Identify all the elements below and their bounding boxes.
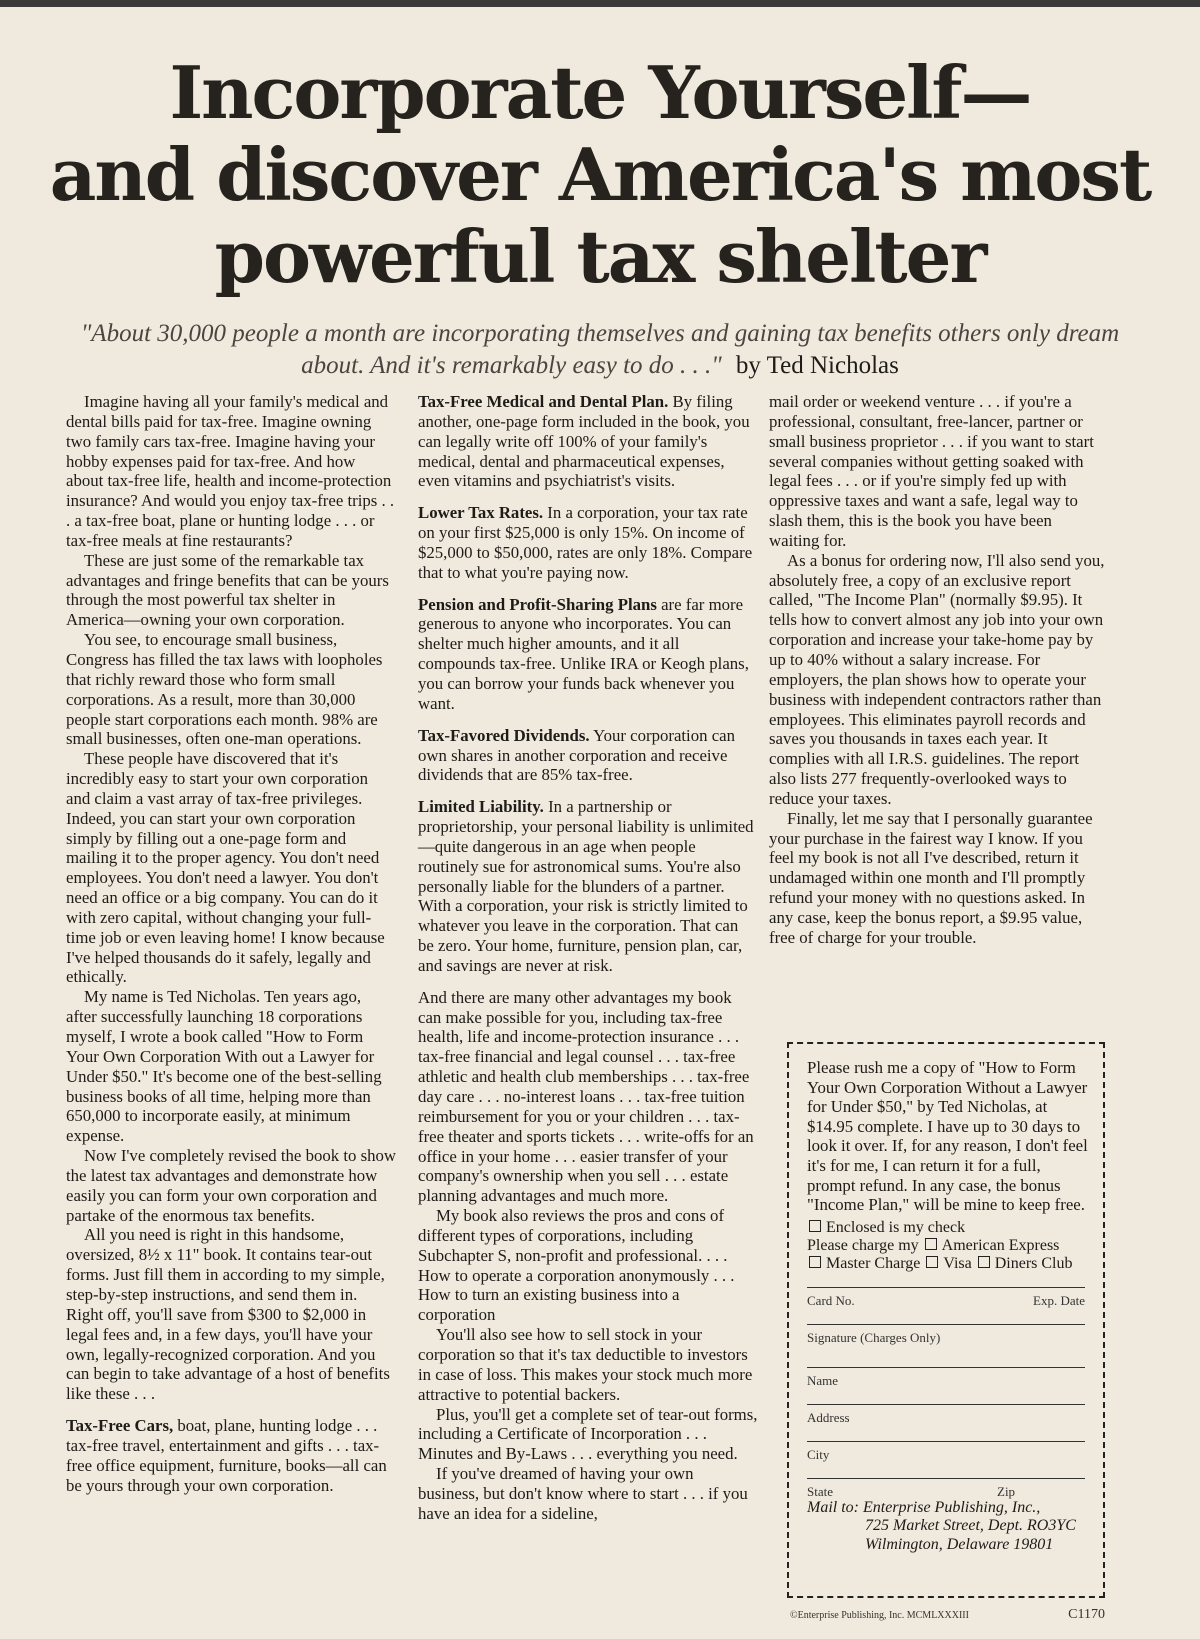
col1-tax-free-cars-text: boat, plane, hunting lodge . . . tax-free travel, entertainment and gifts . . . tax-free office equipment, furniture, books—all can be yours through your own corporation.: [66, 1416, 387, 1495]
top-border: [0, 0, 1200, 7]
col2-para-dreamed: If you've dreamed of having your own business, but don't know where to start . . . if you have an idea for a sideline,: [418, 1464, 748, 1523]
ad-code: C1170: [1068, 1607, 1105, 1622]
option-check-label: Enclosed is my check: [826, 1218, 966, 1236]
col2-section-pension-heading: Pension and Profit-Sharing Plans: [418, 594, 657, 614]
headline-line-1: Incorporate Yourself—: [169, 50, 1031, 135]
subheadline-quote-1: "About 30,000 people a month are incorporating themselves and gaining tax benefits others only dream: [80, 320, 1120, 347]
state-zip-field[interactable]: [807, 1478, 1085, 1499]
city-label: City: [807, 1446, 830, 1462]
col1-para-7: All you need is right in this handsome, oversized, 8½ x 11" book. It contains tear-out forms. Just fill them in according to my simple, step-by-step instructions, and send them in. Right off, you'll save from $300 to $2,000 in legal fees and, in a few days, you'll have your own, legally-recognized corporation. And you can begin to take advantage of a host of benefits like these . . .: [66, 1225, 390, 1404]
city-field[interactable]: [807, 1441, 1085, 1478]
footer: [790, 1607, 1105, 1622]
col2-section-dividends-text: Your corporation can own shares in another corporation and receive dividends that are 85% tax-free.: [418, 725, 735, 785]
zip-label: Zip: [997, 1483, 1016, 1499]
col1-para-4: These people have discovered that it's incredibly easy to start your own corporation and claim a vast array of tax-free privileges. Indeed, you can start your own corporation simply by filling out a one-page form and mailing it to the proper agency. You don't need employees. You don't need a lawyer. You don't need an office or a big company. You can do it with zero capital, without changing your full-time job or even leaving home! I know because I've helped thousands do it safely, legally and ethically.: [66, 749, 385, 987]
col2-section-pension: [418, 595, 758, 714]
column-2: [418, 392, 758, 1524]
column-1: [66, 392, 396, 1495]
address-label: Address: [807, 1409, 850, 1425]
card-number-field[interactable]: [807, 1287, 1085, 1324]
option-amex-label: American Express: [941, 1236, 1060, 1254]
col2-section-dividends-heading: Tax-Favored Dividends.: [418, 725, 590, 745]
coupon-text: Please rush me a copy of "How to Form Your Own Corporation Without a Lawyer for Under $50," by Ted Nicholas, at $14.95 complete. I have up to 30 days to look it over. If, for any reason, I don't feel it's for me, I can return it for a full, prompt refund. In any case, the bonus "Income Plan," will be mine to keep free.: [807, 1058, 1088, 1215]
col2-section-tax-rates-text: In a corporation, your tax rate on your first $25,000 is only 15%. On income of $25,000 to $50,000, rates are only 18%. Compare that to what you're paying now.: [418, 503, 753, 582]
signature-label: Signature (Charges Only): [807, 1329, 941, 1345]
option-check[interactable]: [807, 1219, 1089, 1237]
copyright: ©Enterprise Publishing, Inc. MCMLXXXIII: [790, 1610, 969, 1621]
col2-para-reviews: My book also reviews the pros and cons of different types of corporations, including Subchapter S, non-profit and professional. . . . How to operate a corporation anonymously . . . How to turn an existing business into a corporation: [418, 1206, 735, 1325]
mail-line-1: Mail to: Enterprise Publishing, Inc.,: [807, 1498, 1041, 1516]
address-field[interactable]: [807, 1404, 1085, 1441]
col2-section-medical-heading: Tax-Free Medical and Dental Plan.: [418, 392, 669, 411]
checkbox-amex[interactable]: [925, 1238, 937, 1250]
col2-section-liability-heading: Limited Liability.: [418, 797, 544, 817]
col2-section-dividends: [418, 726, 758, 786]
col1-para-5: My name is Ted Nicholas. Ten years ago, after successfully launching 18 corporations myself, I wrote a book called "How to Form Your Own Corporation With out a Lawyer for Under $50." It's become one of the best-selling business books of all time, helping more than 650,000 to incorporate easily, at minimum expense.: [66, 987, 382, 1146]
col2-section-medical-text: By filing another, one-page form included in the book, you can legally write off 100% of your family's medical, dental and pharmaceutical expenses, even vitamins and psychiatrist's visits.: [418, 392, 750, 491]
signature-field[interactable]: [807, 1324, 1085, 1361]
option-diners-label: Diners Club: [994, 1254, 1073, 1272]
col2-para-forms: Plus, you'll get a complete set of tear-out forms, including a Certificate of Incorporation . . . Minutes and By-Laws . . . everything you need.: [418, 1404, 758, 1464]
col1-para-3: You see, to encourage small business, Congress has filled the tax laws with loopholes that richly reward those who form small corporations. As a result, more than 30,000 people start corporations each month. 98% are small businesses, often one-man operations.: [66, 630, 383, 749]
checkbox-check[interactable]: [809, 1220, 821, 1232]
col1-para-2: These are just some of the remarkable tax advantages and fringe benefits that can be yours through the most powerful tax shelter in America—owning your own corporation.: [66, 550, 389, 630]
state-label: State: [807, 1483, 833, 1499]
option-cards: [807, 1255, 1089, 1273]
headline: [0, 52, 1200, 298]
col1-tax-free-cars-heading: Tax-Free Cars,: [66, 1416, 174, 1436]
option-visa-label: Visa: [943, 1254, 972, 1272]
col3-para-3: Finally, let me say that I personally guarantee your purchase in the fairest way I know. If you feel my book is not all I've described, return it undamaged within one month and I'll promptly refund your money with no questions asked. In any case, keep the bonus report, a $9.95 value, free of charge for your trouble.: [769, 808, 1093, 947]
mail-line-2: 725 Market Street, Dept. RO3YC: [865, 1517, 1076, 1535]
column-3: [769, 392, 1105, 948]
subheadline: [0, 318, 1200, 382]
col3-para-1: mail order or weekend venture . . . if you're a professional, consultant, free-lancer, partner or small business proprietor . . . if you want to start several companies without getting soaked with legal fees . . . or if you're simply fed up with oppressive taxes and want a safe, legal way to slash them, this is the book you have been waiting for.: [769, 392, 1094, 550]
mail-line-3: Wilmington, Delaware 19801: [865, 1535, 1054, 1553]
col1-tax-free-cars: [66, 1416, 396, 1495]
col2-section-liability: [418, 797, 758, 976]
checkbox-visa[interactable]: [926, 1256, 938, 1268]
exp-date-label: Exp. Date: [1033, 1292, 1085, 1308]
col2-para-stock: You'll also see how to sell stock in your corporation so that it's tax deductible to investors in case of loss. This makes your stock much more attractive to potential backers.: [418, 1325, 753, 1404]
col3-para-2: As a bonus for ordering now, I'll also send you, absolutely free, a copy of an exclusive report called, "The Income Plan" (normally $9.95). It tells how to convert almost any job into your own corporation and increase your take-home pay by up to 40% without a salary increase. For employers, the plan shows how to operate your business with independent contractors rather than employees. This eliminates payroll records and saves you thousands in taxes each year. It complies with all I.R.S. guidelines. The report also lists 277 frequently-overlooked ways to reduce your taxes.: [769, 550, 1105, 808]
checkbox-diners[interactable]: [978, 1256, 990, 1268]
col2-section-medical: [418, 392, 758, 491]
mailing-address: [807, 1499, 1089, 1555]
order-coupon[interactable]: [787, 1042, 1105, 1598]
checkbox-master-charge[interactable]: [809, 1256, 821, 1268]
col2-para-advantages: And there are many other advantages my book can make possible for you, including tax-free health, life and income-protection insurance . . . tax-free financial and legal counsel . . . tax-free athletic and health club memberships . . . tax-free day care . . . no-interest loans . . . tax-free tuition reimbursement for you or your children . . . tax-free theater and sports tickets . . . write-offs for an office in your home . . . easier transfer of your company's ownership when you sell . . . estate planning advantages and much more.: [418, 987, 754, 1206]
col2-section-tax-rates-heading: Lower Tax Rates.: [418, 503, 544, 523]
col1-para-6: Now I've completely revised the book to show the latest tax advantages and demonstrate how easily you can form your own corporation and partake of the enormous tax benefits.: [66, 1146, 397, 1225]
card-number-label: Card No.: [807, 1292, 855, 1308]
byline: by Ted Nicholas: [735, 352, 899, 379]
headline-line-3: powerful tax shelter: [214, 214, 986, 299]
subheadline-quote-2: about. And it's remarkably easy to do . . .": [301, 352, 722, 379]
col1-para-1: Imagine having all your family's medical and dental bills paid for tax-free. Imagine owning two family cars tax-free. Imagine having your hobby expenses paid for tax-free. And how about tax-free life, health and income-protection insurance? And would you enjoy tax-free trips . . . a tax-free boat, plane or hunting lodge . . . or tax-free meals at fine restaurants?: [66, 392, 395, 550]
col2-section-liability-text: In a partnership or proprietorship, your personal liability is unlimited—quite dangerous in an age when people routinely sue for astronomical sums. You're also personally liable for the blunders of a partner. With a corporation, your risk is strictly limited to whatever you leave in the corporation. That can be zero. Your home, furniture, pension plan, car, and savings are never at risk.: [418, 797, 754, 975]
option-charge-label: Please charge my: [807, 1236, 919, 1254]
option-charge: [807, 1237, 1089, 1255]
col2-section-tax-rates: [418, 503, 758, 582]
headline-line-2: and discover America's most: [49, 132, 1151, 217]
option-mc-label: Master Charge: [826, 1254, 921, 1272]
name-label: Name: [807, 1372, 839, 1388]
col2-section-pension-text: are far more generous to anyone who incorporates. You can shelter much higher amounts, and it all compounds tax-free. Unlike IRA or Keogh plans, you can borrow your funds back whenever you want.: [418, 594, 749, 713]
name-field[interactable]: [807, 1367, 1085, 1404]
